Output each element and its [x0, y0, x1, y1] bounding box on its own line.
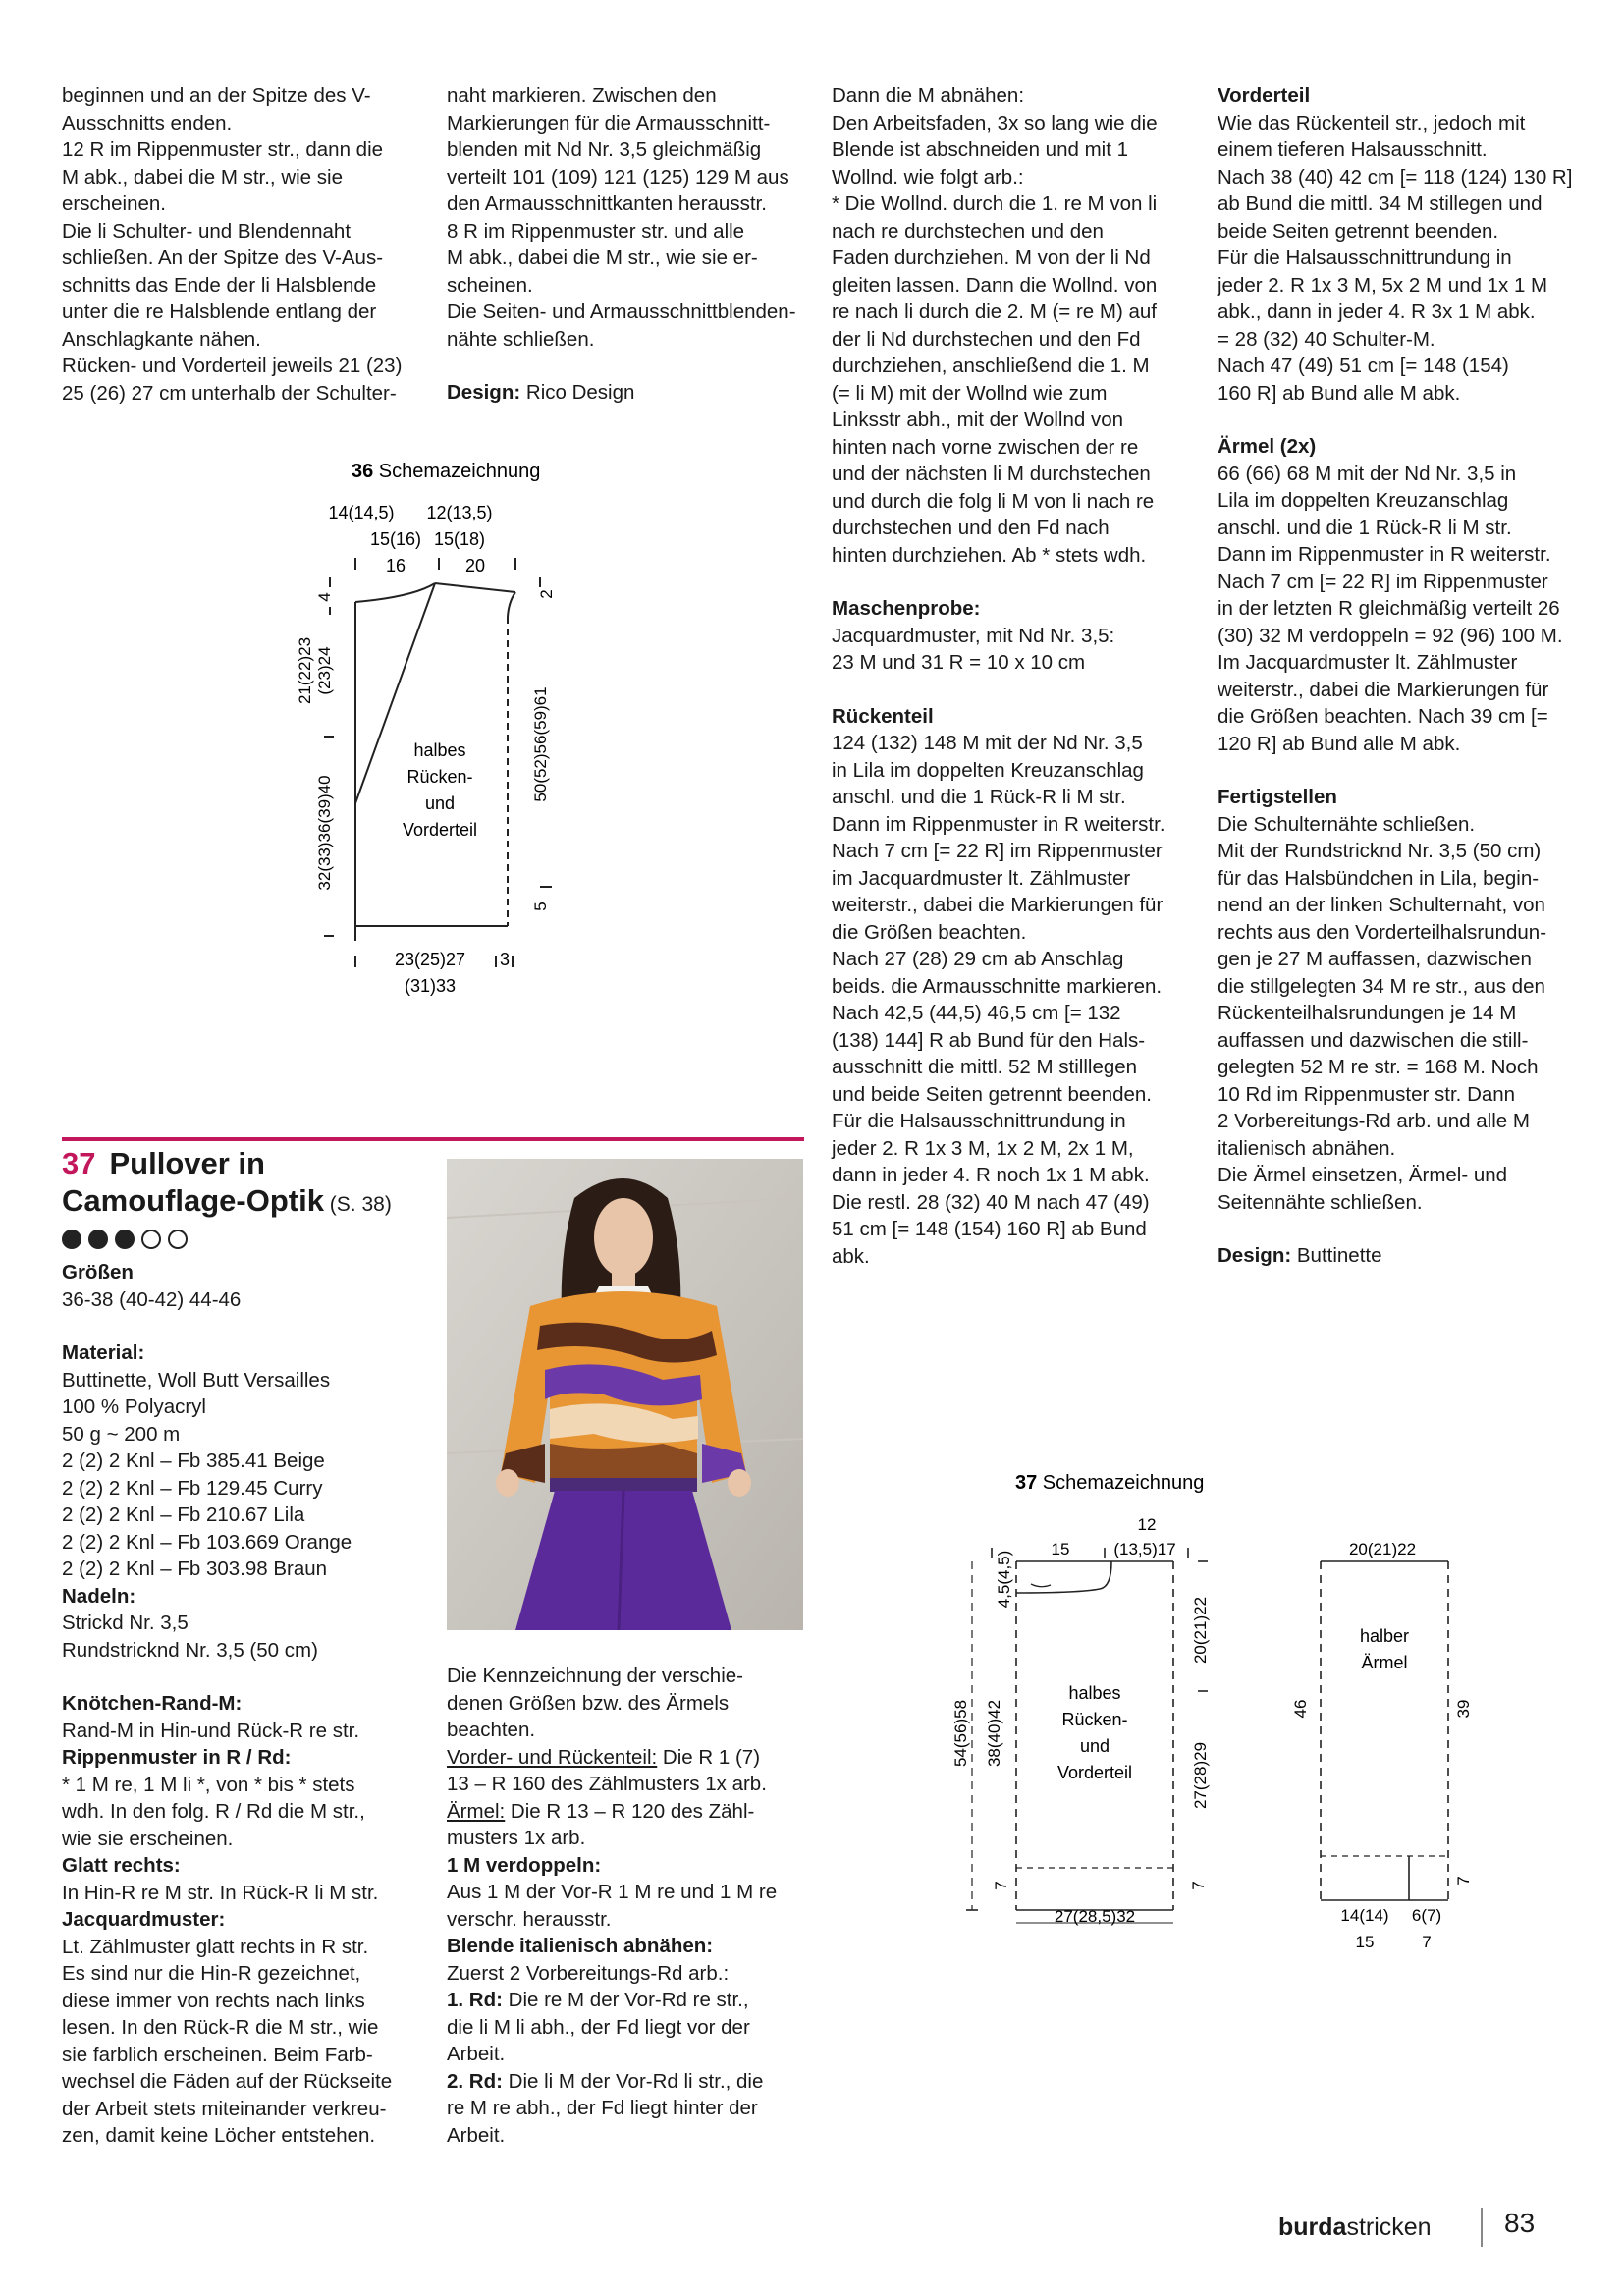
text-line: scheinen. [447, 273, 533, 297]
text-line: für das Halsbündchen in Lila, begin- [1218, 866, 1540, 890]
text-line: Dann die M abnähen: [832, 84, 1025, 107]
text-inline: Die li M der Vor-Rd li str., die [502, 2069, 764, 2093]
text-line: 2 Vorbereitungs-Rd arb. und alle M [1218, 1110, 1530, 1132]
heading: Jacquardmuster: [62, 1908, 226, 1931]
schema36-title: 36 Schemazeichnung [352, 461, 541, 482]
text-line: Seitennähte schließen. [1218, 1190, 1423, 1214]
text-line: 51 cm [= 148 (154) 160 R] ab Bund [832, 1218, 1147, 1240]
text-line: anschl. und die 1 Rück-R li M str. [1218, 516, 1512, 539]
center-label: Ärmel [1361, 1653, 1408, 1672]
text-line: Linksstr abh., mit der Wollnd von [832, 409, 1123, 431]
text-line: Dann im Rippenmuster in R weiterstr. [832, 812, 1165, 836]
text-line: 120 R] ab Bund alle M abk. [1218, 732, 1461, 755]
text-line: durchstechen und den Fd nach [832, 517, 1110, 539]
rating-dot-empty [168, 1230, 188, 1249]
dim-label: 27(28,5)32 [1054, 1907, 1136, 1926]
text-line: den Armausschnittkanten herausstr. [447, 192, 767, 215]
dim-label: 5 [531, 902, 550, 911]
col1-top [62, 82, 415, 407]
heading: Vorderteil [1218, 84, 1311, 107]
text-line: und durch die folg li M von li nach re [832, 489, 1155, 513]
text-line: abk., dann in jeder 4. R 3x 1 M abk. [1218, 301, 1536, 323]
text-line: musters 1x arb. [447, 1827, 586, 1849]
text-line: Arbeit. [447, 2123, 506, 2147]
text-line: schließen. An der Spitze des V-Aus- [62, 246, 384, 269]
text-line: Aus 1 M der Vor-R 1 M re und 1 M re [447, 1881, 778, 1903]
text-line: und beide Seiten getrennt beenden. [832, 1082, 1152, 1106]
dim-label: 14(14,5) [328, 503, 395, 522]
text-line: blenden mit Nd Nr. 3,5 gleichmäßig [447, 138, 762, 161]
text-line: weiterstr., dabei die Markierungen für [832, 894, 1164, 916]
center-label: Rücken- [406, 767, 473, 787]
difficulty-rating [62, 1225, 194, 1252]
text-line: die Größen beachten. [832, 920, 1027, 944]
design-label: Design: [1218, 1244, 1292, 1267]
text-line: Arbeit. [447, 2043, 506, 2065]
dim-label: 16 [385, 556, 406, 575]
text-line: erscheinen. [62, 192, 166, 215]
brand-rest: stricken [1346, 2214, 1432, 2241]
dim-label: 21(22)23 [296, 636, 314, 705]
text-line: die stillgelegten 34 M re str., aus den [1218, 974, 1545, 998]
dim-label: 38(40)42 [985, 1699, 1003, 1768]
dim-label: 14(14) [1340, 1906, 1389, 1925]
text-line: 23 M und 31 R = 10 x 10 cm [832, 651, 1086, 674]
text-line: hinten durchziehen. Ab * stets wdh. [832, 543, 1147, 567]
text-line: Zuerst 2 Vorbereitungs-Rd arb.: [447, 1961, 730, 1985]
text-line: Dann im Rippenmuster in R weiterstr. [1218, 543, 1551, 566]
text-line: Die Ärmel einsetzen, Ärmel- und [1218, 1164, 1508, 1186]
text-line: 13 – R 160 des Zählmusters 1x arb. [447, 1773, 767, 1795]
text-line: der li Nd durchstechen und den Fd [832, 327, 1141, 351]
text-line: Wollnd. wie folgt arb.: [832, 165, 1024, 189]
text-line: Die restl. 28 (32) 40 M nach 47 (49) [832, 1190, 1150, 1214]
text-line: 66 (66) 68 M mit der Nd Nr. 3,5 in [1218, 462, 1517, 485]
text-line: lesen. In den Rück-R die M str., wie [62, 2016, 379, 2039]
schema-36-diagram [295, 450, 609, 1010]
center-label: und [424, 793, 456, 813]
text-line: re M re abh., der Fd liegt hinter der [447, 2097, 758, 2119]
col4 [1218, 82, 1591, 1270]
dim-label: 39 [1454, 1699, 1473, 1719]
text-line: diese immer von rechts nach links [62, 1989, 365, 2012]
text-line: 2 (2) 2 Knl – Fb 129.45 Curry [62, 1476, 323, 1500]
text-line: 25 (26) 27 cm unterhalb der Schulter- [62, 381, 397, 405]
text-line: Die Seiten- und Armausschnittblenden- [447, 301, 796, 323]
center-label: Vorderteil [402, 820, 478, 840]
text-line: 8 R im Rippenmuster str. und alle [447, 219, 745, 243]
text-inline: Die R 13 – R 120 des Zähl- [505, 1799, 755, 1823]
text-line: ausschnitt die mittl. 52 M stilllegen [832, 1056, 1138, 1078]
text-line: beginnen und an der Spitze des V- [62, 84, 371, 107]
heading: Blende italienisch abnähen: [447, 1935, 714, 1957]
text-line: dann in jeder 4. R noch 1x 1 M abk. [832, 1164, 1150, 1186]
text-line: rechts aus den Vorderteilhalsrundun- [1218, 920, 1547, 944]
col2-top [447, 82, 810, 407]
heading: Maschenprobe: [832, 597, 981, 620]
text-line: Die Kennzeichnung der verschie- [447, 1665, 743, 1687]
dim-label: 50(52)56(59)61 [531, 686, 550, 802]
rating-dot-filled [88, 1230, 108, 1249]
text-line: Rundstricknd Nr. 3,5 (50 cm) [62, 1638, 318, 1662]
text-line: Die li Schulter- und Blendennaht [62, 219, 352, 243]
dim-label: (13,5)17 [1113, 1540, 1176, 1558]
text-line: 12 R im Rippenmuster str., dann die [62, 138, 384, 161]
footer-separator [1481, 2208, 1483, 2247]
brand-bold: burda [1278, 2214, 1347, 2241]
dim-label: 7 [992, 1881, 1010, 1890]
dim-label: 15 [1051, 1540, 1070, 1558]
text-line: 2 (2) 2 Knl – Fb 210.67 Lila [62, 1503, 305, 1526]
text-line: jeder 2. R 1x 3 M, 1x 2 M, 2x 1 M, [832, 1136, 1134, 1160]
text-line: Rückenteilhalsrundungen je 14 M [1218, 1002, 1517, 1024]
text-line: M abk., dabei die M str., wie sie [62, 165, 343, 189]
text-line: Es sind nur die Hin-R gezeichnet, [62, 1962, 361, 1985]
center-label: Rücken- [1061, 1710, 1128, 1729]
text-line: in Lila im doppelten Kreuzanschlag [832, 758, 1144, 782]
schema-37-diagram [933, 1463, 1502, 1951]
text-inline: Die R 1 (7) [657, 1745, 761, 1769]
design-value: Rico Design [520, 381, 635, 404]
text-line: Den Arbeitsfaden, 3x so lang wie die [832, 111, 1158, 135]
text-line: Strickd Nr. 3,5 [62, 1612, 189, 1634]
text-line: weiterstr., dabei die Markierungen für [1218, 678, 1549, 701]
text-line: (30) 32 M verdoppeln = 92 (96) 100 M. [1218, 624, 1563, 647]
center-label: halbes [1068, 1683, 1121, 1703]
rating-dot-filled [62, 1230, 81, 1249]
dim-label: 20(21)22 [1191, 1596, 1210, 1665]
title-line: Camouflage-Optik [62, 1183, 324, 1218]
text-line: unter die re Halsblende entlang der [62, 301, 377, 323]
text-line: Jacquardmuster, mit Nd Nr. 3,5: [832, 624, 1115, 647]
dim-label: 4,5(4,5) [995, 1550, 1013, 1609]
model-photo-illustration [447, 1159, 803, 1630]
dim-label: 12(13,5) [426, 503, 493, 522]
col3 [832, 82, 1205, 1270]
heading: Größen [62, 1261, 134, 1284]
text-line: beids. die Armausschnitte markieren. [832, 974, 1163, 998]
heading: Rückenteil [832, 704, 934, 728]
text-line: Nach 47 (49) 51 cm [= 148 (154) [1218, 355, 1509, 377]
dim-label: 20 [464, 556, 486, 575]
title-line: Pullover in [109, 1146, 265, 1180]
text-line: im Jacquardmuster lt. Zählmuster [832, 866, 1131, 890]
design-value: Buttinette [1291, 1244, 1382, 1267]
rating-dot-empty [141, 1230, 161, 1249]
model-photo [447, 1159, 803, 1630]
text-line: gelegten 52 M re str. = 168 M. Noch [1218, 1056, 1539, 1078]
text-line: Buttinette, Woll Butt Versailles [62, 1368, 331, 1392]
dim-label: 4 [315, 592, 334, 602]
text-line: gen je 27 M auffassen, dazwischen [1218, 948, 1532, 970]
center-label: halber [1359, 1626, 1410, 1646]
text-line: Nach 38 (40) 42 cm [= 118 (124) 130 R] [1218, 165, 1573, 189]
text-line: Mit der Rundstricknd Nr. 3,5 (50 cm) [1218, 840, 1542, 862]
text-line: nach re durchstechen und den [832, 219, 1104, 243]
text-line: 2 (2) 2 Knl – Fb 103.669 Orange [62, 1530, 352, 1554]
text-line: Nach 42,5 (44,5) 46,5 cm [= 132 [832, 1002, 1121, 1024]
schema37-title: 37 Schemazeichnung [1015, 1472, 1205, 1494]
dim-label: 54(56)58 [951, 1699, 970, 1768]
heading: Fertigstellen [1218, 786, 1337, 808]
text-line: naht markieren. Zwischen den [447, 84, 717, 107]
heading: Ärmel (2x) [1218, 435, 1317, 458]
text-line: auffassen und dazwischen die still- [1218, 1028, 1529, 1052]
text-line: Im Jacquardmuster lt. Zählmuster [1218, 651, 1518, 674]
dim-label: (23)24 [315, 646, 334, 695]
text-line: abk. [832, 1244, 870, 1268]
text-line: Wie das Rückenteil str., jedoch mit [1218, 111, 1526, 135]
underlined-label: Vorder- und Rückenteil: [447, 1745, 658, 1769]
text-line: Rücken- und Vorderteil jeweils 21 (23) [62, 355, 403, 377]
text-line: (= li M) mit der Wollnd wie zum [832, 381, 1108, 405]
col2-bottom [447, 1663, 810, 2149]
text-line: denen Größen bzw. des Ärmels [447, 1691, 730, 1715]
dim-label: 32(33)36(39)40 [315, 775, 334, 891]
rating-dot-filled [115, 1230, 135, 1249]
dim-label: 23(25)27 [394, 950, 466, 969]
text-line: gleiten lassen. Dann die Wollnd. von [832, 273, 1158, 297]
text-line: in der letzten R gleichmäßig verteilt 26 [1218, 597, 1560, 620]
heading: 1 M verdoppeln: [447, 1853, 602, 1877]
text-line: Lila im doppelten Kreuzanschlag [1218, 489, 1509, 512]
page-number: 83 [1504, 2208, 1536, 2238]
text-line: 160 R] ab Bund alle M abk. [1218, 381, 1461, 405]
text-line: In Hin-R re M str. In Rück-R li M str. [62, 1881, 379, 1904]
heading: Material: [62, 1341, 145, 1364]
text-line: wdh. In den folg. R / Rd die M str., [62, 1800, 365, 1823]
text-line: sie farblich erscheinen. Beim Farb- [62, 2043, 373, 2066]
text-line: M abk., dabei die M str., wie sie er- [447, 246, 758, 269]
dim-label: (31)33 [404, 976, 457, 996]
dim-label: 3 [499, 950, 511, 969]
magazine-brand [1278, 2214, 1432, 2242]
text-line: zen, damit keine Löcher entstehen. [62, 2124, 376, 2147]
text-line: wie sie erscheinen. [62, 1827, 234, 1850]
center-label: und [1079, 1736, 1110, 1756]
round-label: 1. Rd: [447, 1989, 503, 2011]
text-line: Ausschnitts enden. [62, 111, 233, 135]
text-line: hinten nach vorne zwischen der re [832, 435, 1139, 459]
text-line: die Größen beachten. Nach 39 cm [= [1218, 705, 1548, 728]
text-line: ab Bund die mittl. 34 M stillegen und [1218, 192, 1543, 215]
underlined-label: Ärmel: [447, 1799, 506, 1823]
heading: Glatt rechts: [62, 1854, 181, 1877]
text-line: (138) 144] R ab Bund für den Hals- [832, 1028, 1146, 1052]
text-line: Nach 7 cm [= 22 R] im Rippenmuster [832, 840, 1163, 862]
text-line: Für die Halsausschnittrundung in [1218, 246, 1512, 269]
dim-label: 6(7) [1411, 1906, 1442, 1925]
text-line: Die Schulternähte schließen. [1218, 812, 1476, 836]
text-line: 2 (2) 2 Knl – Fb 303.98 Braun [62, 1558, 328, 1580]
text-line: die li M li abh., der Fd liegt vor der [447, 2015, 750, 2039]
design-label: Design: [447, 381, 521, 404]
text-line: nend an der linken Schulternaht, von [1218, 894, 1545, 916]
text-line: der Arbeit stets miteinander verkreu- [62, 2097, 387, 2120]
text-line: Markierungen für die Armausschnitt- [447, 111, 771, 135]
text-line: * Die Wollnd. durch die 1. re M von li [832, 192, 1158, 215]
text-line: 10 Rd im Rippenmuster str. Dann [1218, 1082, 1516, 1106]
text-line: einem tieferen Halsausschnitt. [1218, 138, 1488, 161]
text-line: Für die Halsausschnittrundung in [832, 1110, 1126, 1132]
text-line: 124 (132) 148 M mit der Nd Nr. 3,5 [832, 732, 1143, 754]
text-line: 100 % Polyacryl [62, 1395, 206, 1418]
text-line: Lt. Zählmuster glatt rechts in R str. [62, 1935, 369, 1958]
dim-label: 7 [1422, 1933, 1432, 1951]
text-inline: Die re M der Vor-Rd re str., [502, 1989, 749, 2011]
text-line: * 1 M re, 1 M li *, von * bis * stets [62, 1773, 355, 1796]
text-line: 50 g ~ 200 m [62, 1422, 181, 1446]
text-line: und der nächsten li M durchstechen [832, 463, 1151, 485]
section-divider [62, 1137, 804, 1141]
text-line: Faden durchziehen. M von der li Nd [832, 246, 1151, 269]
dim-label: 15(18) [433, 529, 486, 549]
text-line: beachten. [447, 1719, 536, 1741]
design-credit [1218, 1242, 1591, 1270]
text-line: verschr. herausstr. [447, 1907, 612, 1931]
dim-label: 12 [1137, 1515, 1157, 1534]
design-credit [447, 379, 810, 407]
text-line: 2 (2) 2 Knl – Fb 385.41 Beige [62, 1449, 325, 1472]
text-line: = 28 (32) 40 Schulter-M. [1218, 327, 1435, 351]
center-label: Vorderteil [1056, 1763, 1133, 1782]
text-line: Rand-M in Hin-und Rück-R re str. [62, 1719, 360, 1742]
text-line: beide Seiten getrennt beenden. [1218, 219, 1499, 243]
text-line: Nach 7 cm [= 22 R] im Rippenmuster [1218, 570, 1548, 593]
text-line: italienisch abnähen. [1218, 1136, 1396, 1160]
dim-label: 15 [1355, 1933, 1375, 1951]
dim-label: 2 [537, 589, 556, 599]
text-line: schnitts das Ende der li Halsblende [62, 273, 377, 297]
heading: Rippenmuster in R / Rd: [62, 1746, 292, 1769]
dim-label: 15(16) [369, 529, 422, 549]
dim-label: 7 [1454, 1876, 1473, 1886]
dim-label: 27(28)29 [1191, 1741, 1210, 1810]
text-line: re nach li durch die 2. M (= re M) auf [832, 301, 1157, 323]
text-line: Nach 27 (28) 29 cm ab Anschlag [832, 948, 1124, 970]
center-label: halbes [413, 740, 466, 760]
text-line: wechsel die Fäden auf der Rückseite [62, 2070, 393, 2093]
section-title [62, 1145, 392, 1224]
text-line: durchziehen, anschließend die 1. M [832, 355, 1150, 377]
dim-label: 7 [1189, 1881, 1208, 1890]
dim-label: 20(21)22 [1348, 1540, 1417, 1558]
text-line: 36-38 (40-42) 44-46 [62, 1287, 242, 1311]
page-ref: (S. 38) [323, 1193, 392, 1216]
text-line: verteilt 101 (109) 121 (125) 129 M aus [447, 165, 789, 189]
text-line: Blende ist abschneiden und mit 1 [832, 138, 1129, 161]
text-line: Anschlagkante nähen. [62, 327, 261, 351]
text-line: nähte schließen. [447, 327, 595, 351]
dim-label: 46 [1291, 1699, 1310, 1719]
text-line: jeder 2. R 1x 3 M, 5x 2 M und 1x 1 M [1218, 273, 1548, 297]
heading: Knötchen-Rand-M: [62, 1692, 243, 1715]
heading: Nadeln: [62, 1584, 136, 1608]
text-line: anschl. und die 1 Rück-R li M str. [832, 786, 1126, 808]
round-label: 2. Rd: [447, 2069, 503, 2093]
col1-bottom [62, 1259, 425, 2150]
section-number: 37 [62, 1146, 96, 1180]
